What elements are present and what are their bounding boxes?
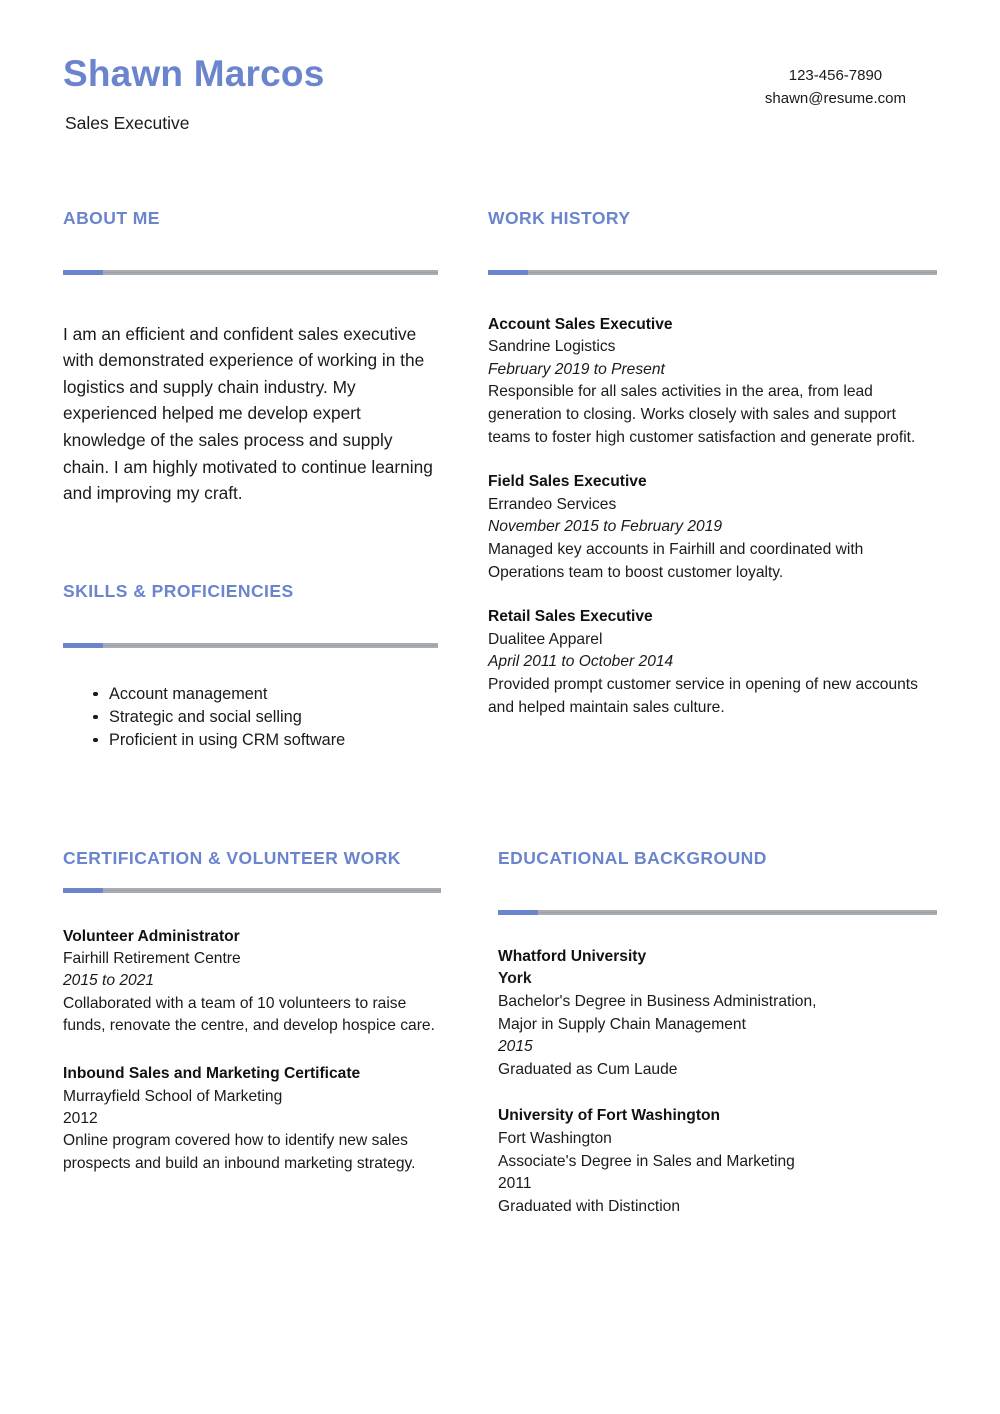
certification-title: Inbound Sales and Marketing Certificate xyxy=(63,1065,361,1083)
certification-title: Volunteer Administrator xyxy=(63,927,240,945)
school-location: York xyxy=(498,970,532,988)
job-description: Managed key accounts in Fairhill and coordinated with Operations team to boost customer loyalty. xyxy=(488,541,864,581)
upper-columns xyxy=(0,208,1000,752)
left-column-upper xyxy=(63,208,438,752)
work-entry xyxy=(488,606,937,719)
work-entry xyxy=(488,314,937,450)
section-education xyxy=(498,848,937,1219)
job-dates: February 2019 to Present xyxy=(488,360,665,378)
school-name: University of Fort Washington xyxy=(498,1107,721,1125)
degree-line: Major in Supply Chain Management xyxy=(498,1015,746,1033)
job-title: Field Sales Executive xyxy=(488,473,647,491)
job-company: Sandrine Logistics xyxy=(488,338,616,356)
section-skills xyxy=(63,581,438,752)
certification-entries xyxy=(63,926,441,1175)
candidate-name: Shawn Marcos xyxy=(63,53,325,94)
divider-accent xyxy=(488,270,528,275)
job-company: Dualitee Apparel xyxy=(488,630,603,648)
section-work-history xyxy=(488,208,937,720)
resume-header xyxy=(0,0,1000,134)
divider-line xyxy=(63,890,441,891)
job-dates: November 2015 to February 2019 xyxy=(488,518,723,536)
certification-entry xyxy=(63,1063,441,1174)
skills-heading: SKILLS & PROFICIENCIES xyxy=(63,580,294,601)
school-location: Fort Washington xyxy=(498,1130,612,1147)
left-column-lower xyxy=(63,848,441,1243)
certification-divider xyxy=(63,888,441,893)
header-identity xyxy=(63,54,324,134)
section-about-me xyxy=(63,208,438,507)
divider-accent xyxy=(63,270,103,275)
divider-accent xyxy=(498,910,538,915)
certification-heading: CERTIFICATION & VOLUNTEER WORK xyxy=(63,847,401,868)
degree-line: Bachelor's Degree in Business Administration, xyxy=(498,993,817,1011)
skills-divider xyxy=(63,643,438,648)
graduation-year: 2011 xyxy=(498,1175,532,1193)
education-heading: EDUCATIONAL BACKGROUND xyxy=(498,847,767,868)
divider-accent xyxy=(63,643,103,648)
section-certification xyxy=(63,848,441,1175)
work-entry xyxy=(488,471,937,584)
right-column-lower xyxy=(498,848,937,1243)
divider-line xyxy=(63,272,438,273)
certification-description: Online program covered how to identify new sales prospects and build an inbound marketing strategy. xyxy=(63,1132,416,1172)
certification-dates: 2015 to 2021 xyxy=(63,972,155,990)
list-item: Strategic and social selling xyxy=(93,706,438,729)
list-item: Account management xyxy=(93,683,438,706)
skills-list xyxy=(63,683,438,752)
certification-entry xyxy=(63,926,441,1037)
graduation-year: 2015 xyxy=(498,1038,533,1056)
divider-line xyxy=(498,912,937,913)
phone-number: 123-456-7890 xyxy=(788,67,883,84)
school-name: Whatford University xyxy=(498,947,647,965)
job-company: Errandeo Services xyxy=(488,495,617,513)
work-history-divider xyxy=(488,270,937,275)
certification-dates: 2012 xyxy=(63,1109,98,1127)
divider-accent xyxy=(63,888,103,893)
degree-line: Associate's Degree in Sales and Marketing xyxy=(498,1152,795,1170)
lower-columns xyxy=(0,848,1000,1243)
job-description: Responsible for all sales activities in the area, from lead generation to closing. Works closely with sales and support teams to foster high customer satisfaction and generate profit. xyxy=(488,383,916,446)
job-title: Account Sales Executive xyxy=(488,315,673,333)
graduation-honors: Graduated as Cum Laude xyxy=(498,1060,678,1078)
about-me-divider xyxy=(63,270,438,275)
job-description: Provided prompt customer service in opening of new accounts and helped maintain sales culture. xyxy=(488,676,918,716)
right-column-upper xyxy=(488,208,937,752)
certification-description: Collaborated with a team of 10 volunteers to raise funds, renovate the centre, and develop hospice care. xyxy=(63,994,435,1035)
about-me-text: I am an efficient and confident sales executive with demonstrated experience of working in the logistics and supply chain industry. My experienced helped me develop expert knowledge of the sales process and supply chain. I am highly motivated to continue learning and improving my craft. xyxy=(63,323,433,504)
education-entries xyxy=(498,946,937,1219)
education-divider xyxy=(498,910,937,915)
graduation-honors: Graduated with Distinction xyxy=(498,1197,681,1215)
column-gap xyxy=(441,848,498,1243)
job-dates: April 2011 to October 2014 xyxy=(488,653,674,671)
certification-organization: Murrayfield School of Marketing xyxy=(63,1087,283,1105)
contact-info xyxy=(765,54,920,110)
email-address: shawn@resume.com xyxy=(764,89,906,107)
education-entry xyxy=(498,1105,937,1218)
certification-organization: Fairhill Retirement Centre xyxy=(63,950,241,968)
education-entry xyxy=(498,946,937,1082)
about-me-heading: ABOUT ME xyxy=(63,207,160,228)
list-item: Proficient in using CRM software xyxy=(93,729,438,752)
divider-line xyxy=(63,645,438,646)
job-title: Retail Sales Executive xyxy=(488,608,653,626)
column-gap xyxy=(438,208,488,752)
work-history-entries xyxy=(488,314,937,720)
candidate-job-title: Sales Executive xyxy=(65,112,190,133)
work-history-heading: WORK HISTORY xyxy=(488,207,631,228)
divider-line xyxy=(488,272,937,273)
